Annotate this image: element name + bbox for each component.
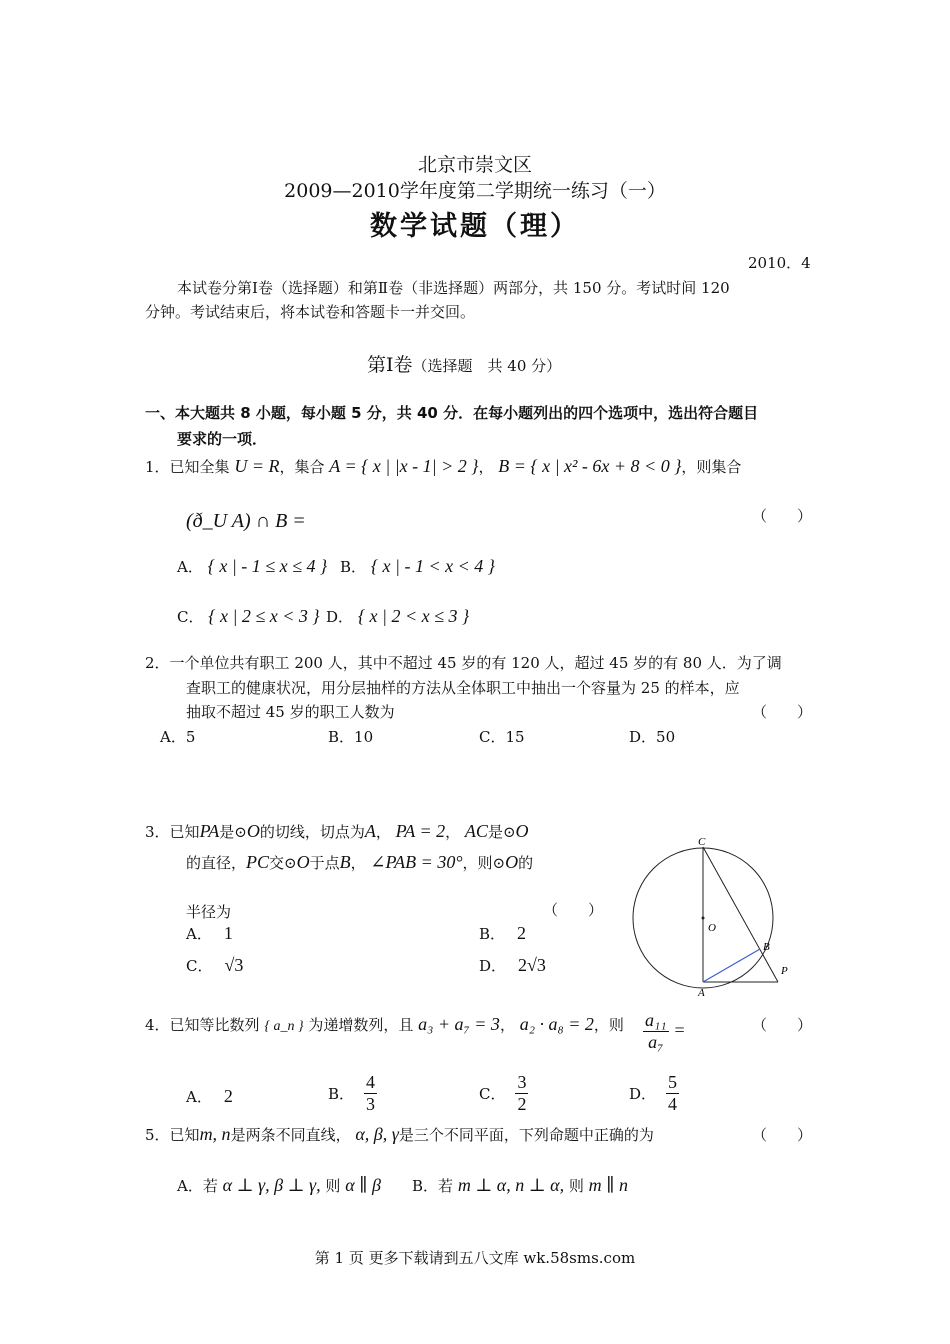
q3-option-c-value: √3 (224, 955, 244, 975)
part-one-line-1: 一、本大题共 8 小题，每小题 5 分，共 40 分．在每小题列出的四个选项中，选出符合题目 (145, 404, 759, 422)
q1-text-a: 已知全集 (169, 458, 230, 476)
q3-t5: ， (445, 823, 461, 841)
exam-name: 2009—2010学年度第二学期统一练习（一） (284, 180, 666, 202)
q1-option-b-value: { x | - 1 < x < 4 } (370, 556, 495, 576)
q3-t11: ，则⊙ (462, 854, 506, 872)
q5-mn: m, n (199, 1124, 231, 1144)
q4-option-d-label: D． (629, 1085, 657, 1103)
q2-option-a-label: A． (160, 728, 186, 746)
q2-option-b-label: B． (328, 728, 355, 746)
q3-t7: 的直径， (186, 854, 247, 872)
q1-answer-bracket: （ ） (752, 507, 813, 525)
q5-option-b-result: m ∥ n (588, 1175, 628, 1195)
q3-option-b-value: 2 (517, 923, 527, 943)
q3-option-b-label: B． (479, 925, 506, 943)
label-b: B (763, 941, 770, 953)
q3-t1: 已知 (169, 823, 200, 841)
q3-option-c-label: C． (186, 957, 213, 975)
q5-answer-bracket: （ ） (752, 1126, 813, 1144)
q3-option-a (186, 923, 233, 944)
q2-option-a (160, 726, 195, 747)
q4-t1: 已知等比数列 (169, 1016, 260, 1034)
q3-pa: PA (199, 821, 220, 841)
q3-answer-bracket: （ ） (543, 901, 604, 919)
school-district: 北京市崇文区 (417, 154, 532, 176)
q4-option-d-fraction (666, 1072, 679, 1115)
q1-text-d: ，则集合 (681, 458, 742, 476)
q3-o: O (246, 821, 260, 841)
q1-option-c (177, 606, 320, 627)
q4-option-a-value: 2 (223, 1086, 233, 1106)
q3-line-3: 半径为 (186, 903, 232, 921)
q3-option-a-label: A． (186, 925, 212, 943)
q2-option-b-value: 10 (354, 728, 374, 746)
q5-number: 5． (145, 1126, 170, 1144)
q1-text-c: ， (478, 458, 494, 476)
q1-set-a: A = { x | |x - 1| > 2 } (329, 456, 479, 476)
q2-line-3: 抽取不超过 45 岁的职工人数为 (186, 703, 395, 721)
q5-option-b-label: B． (412, 1177, 439, 1195)
q4-eq1: a₃ + a₇ = 3 (418, 1014, 500, 1034)
q1-option-c-label: C． (177, 608, 204, 626)
chord-ab (703, 949, 760, 982)
exam-date: 2010．4 (748, 254, 811, 272)
q4-ratio-fraction (643, 1010, 669, 1053)
q2-number: 2． (145, 654, 170, 672)
q2-option-d (629, 726, 675, 747)
q4-t3: ， (499, 1016, 515, 1034)
q4-equals: = (674, 1019, 685, 1040)
q5-option-a-result: α ∥ β (345, 1175, 381, 1195)
section-name: 第Ⅰ卷 (367, 354, 413, 376)
label-c: C (698, 836, 706, 848)
q5-option-a-cond: α ⊥ γ, β ⊥ γ, (222, 1175, 321, 1195)
q4-option-b-label: B． (328, 1085, 355, 1103)
q1-expression: (ð_U A) ∩ B = (186, 510, 306, 532)
q3-option-d-value: 2√3 (518, 955, 546, 975)
q5-option-b-then: 则 (568, 1177, 584, 1195)
q5-stem (145, 1124, 654, 1145)
q4-option-c-den: 2 (517, 1094, 527, 1114)
label-p: P (781, 965, 788, 977)
q2-option-c-label: C． (479, 728, 506, 746)
q4-seq: { a_n } (264, 1019, 304, 1034)
q3-t4: ， (375, 823, 391, 841)
q1-set-b: B = { x | x² - 6x + 8 < 0 } (498, 456, 682, 476)
subject-title: 数学试题（理） (370, 211, 580, 242)
q4-option-b-fraction (364, 1072, 377, 1115)
q1-option-d (326, 606, 469, 627)
q5-planes: α, β, γ (355, 1124, 399, 1144)
q3-o3: O (296, 852, 310, 872)
q2-option-d-value: 50 (656, 728, 676, 746)
label-o: O (708, 922, 716, 934)
q5-option-a (177, 1175, 381, 1196)
center-point (702, 917, 705, 920)
question-1-stem (145, 456, 741, 477)
q1-option-d-value: { x | 2 < x ≤ 3 } (357, 606, 470, 626)
q3-t12: 的 (518, 854, 534, 872)
q4-option-d (629, 1072, 679, 1115)
q4-option-d-den: 4 (668, 1094, 678, 1114)
q3-o2: O (515, 821, 529, 841)
q2-option-d-label: D． (629, 728, 657, 746)
q1-option-d-label: D． (326, 608, 354, 626)
q5-t3: 是三个不同平面，下列命题中正确的为 (398, 1126, 654, 1144)
q3-ac: AC (464, 821, 488, 841)
q3-line-1 (145, 821, 529, 842)
q4-t2: 为递增数列，且 (308, 1016, 414, 1034)
q2-option-a-value: 5 (185, 728, 196, 746)
q3-t10: ， (350, 854, 366, 872)
q1-text-b: ，集合 (279, 458, 325, 476)
q5-option-a-if: 若 (202, 1177, 218, 1195)
q4-t4: ，则 (593, 1016, 624, 1034)
q2-line-2: 查职工的健康状况，用分层抽样的方法从全体职工中抽出一个容量为 25 的样本，应 (186, 679, 740, 697)
q3-circle-figure (630, 835, 800, 1005)
section-note: （选择题 共 40 分） (412, 357, 562, 375)
q4-eq2: a₂ · a₈ = 2 (519, 1014, 594, 1034)
q5-option-b-cond: m ⊥ α, n ⊥ α, (457, 1175, 565, 1195)
q5-option-b (412, 1175, 628, 1196)
page-footer: 第 1 页 更多下载请到五八文库 wk.58sms.com (314, 1249, 636, 1267)
q3-pa-eq: PA = 2 (395, 821, 446, 841)
q2-option-c (479, 726, 525, 747)
q3-o4: O (505, 852, 519, 872)
label-a: A (698, 987, 705, 999)
q1-universal-set: U = R (234, 456, 280, 476)
q4-option-b-num: 4 (366, 1072, 376, 1092)
q4-stem (145, 1014, 624, 1035)
q4-option-a (186, 1086, 233, 1107)
q4-ratio-den: a₇ (648, 1032, 664, 1052)
q4-option-c-fraction (515, 1072, 528, 1115)
q1-option-b (340, 556, 495, 577)
q3-a: A (364, 821, 376, 841)
q4-option-b-den: 3 (366, 1094, 376, 1114)
section-title (367, 350, 561, 377)
q3-b: B (339, 852, 351, 872)
q3-pc: PC (246, 852, 270, 872)
q3-option-b (479, 923, 526, 944)
intro-line-2: 分钟。考试结束后，将本试卷和答题卡一并交回。 (145, 303, 476, 321)
q3-option-d (479, 955, 546, 976)
q3-line-2 (186, 852, 533, 873)
q4-option-c-label: C． (479, 1085, 506, 1103)
q1-option-c-value: { x | 2 ≤ x < 3 } (208, 606, 320, 626)
q3-number: 3． (145, 823, 170, 841)
q2-text-1: 一个单位共有职工 200 人，其中不超过 45 岁的有 120 人，超过 45 岁的有 80 人．为了调 (169, 654, 782, 672)
q3-angle: ∠PAB = 30° (370, 852, 463, 872)
q4-option-c-num: 3 (517, 1072, 527, 1092)
q2-option-b (328, 726, 373, 747)
q3-t3: 的切线，切点为 (259, 823, 365, 841)
q2-answer-bracket: （ ） (752, 703, 813, 721)
q4-ratio (643, 1010, 685, 1053)
q3-t6: 是⊙ (487, 823, 516, 841)
q4-answer-bracket: （ ） (752, 1016, 813, 1034)
q5-t2: 是两条不同直线， (230, 1126, 351, 1144)
intro-line-1: 本试卷分第Ⅰ卷（选择题）和第Ⅱ卷（非选择题）两部分，共 150 分。考试时间 120 (177, 279, 730, 297)
q4-option-a-label: A． (186, 1088, 212, 1106)
q4-ratio-num: a₁₁ (645, 1010, 667, 1030)
q2-line-1 (145, 652, 782, 673)
q2-option-c-value: 15 (505, 728, 525, 746)
part-one-line-2: 要求的一项． (177, 430, 268, 448)
q4-option-c (479, 1072, 528, 1115)
q1-option-a-label: A． (177, 558, 203, 576)
q4-number: 4． (145, 1016, 170, 1034)
q5-option-a-then: 则 (325, 1177, 341, 1195)
q5-option-a-label: A． (177, 1177, 203, 1195)
q1-number: 1． (145, 458, 170, 476)
q3-option-d-label: D． (479, 957, 507, 975)
q1-option-a (177, 556, 327, 577)
line-cp (703, 847, 778, 982)
q4-option-b (328, 1072, 377, 1115)
q1-option-a-value: { x | - 1 ≤ x ≤ 4 } (207, 556, 328, 576)
q4-option-d-num: 5 (668, 1072, 678, 1092)
q5-t1: 已知 (169, 1126, 200, 1144)
q3-t8: 交⊙ (269, 854, 297, 872)
q3-option-c (186, 955, 243, 976)
q3-t9: 于点 (309, 854, 340, 872)
q5-option-b-if: 若 (438, 1177, 454, 1195)
q3-option-a-value: 1 (223, 923, 233, 943)
q3-t2: 是⊙ (219, 823, 247, 841)
q1-option-b-label: B． (340, 558, 367, 576)
